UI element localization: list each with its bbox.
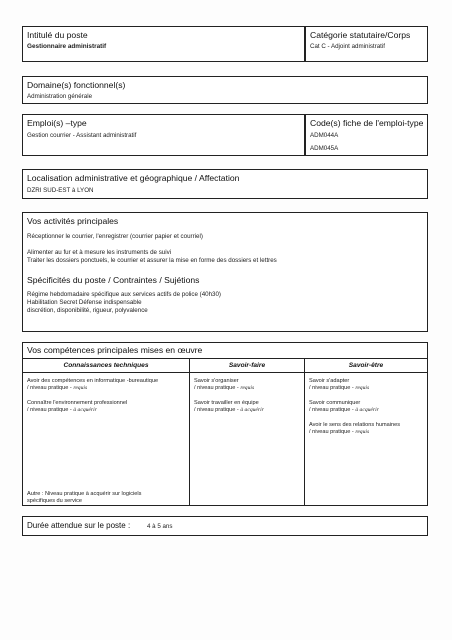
activites-title: Vos activités principales [27,216,119,226]
savoir-etre-item: Savoir communiquer / niveau pratique - à acquérir [309,400,379,413]
domaine-box [22,76,428,104]
duree-box [22,516,428,536]
codes-box [305,114,428,156]
connaissance-item: Avoir des compétences en informatique -bureautique / niveau pratique - requis [27,378,159,391]
specificite-line-1: Régime hebdomadaire spécifique aux services actifs de police (40h30) [27,291,221,298]
localisation-value: DZRI SUD-EST à LYON [27,187,94,194]
categorie-box [305,26,428,62]
header-connaissances: Connaissances techniques [63,362,149,369]
categorie-value: Cat C - Adjoint administratif [310,43,385,50]
savoir-etre-item: Avoir le sens des relations humaines / niveau pratique - requis [309,422,400,435]
code-1: ADM044A [310,132,339,139]
poste-title: Intitulé du poste [27,30,88,40]
header-savoir-etre: Savoir-être [348,362,384,369]
poste-box [22,26,305,62]
savoir-faire-item: Savoir travailler en équipe / niveau pratique - à acquérir [194,400,264,413]
codes-title: Code(s) fiche de l'emploi-type [310,118,424,128]
specificite-line-2: Habilitation Secret Défense indispensable [27,299,142,306]
specificites-title: Spécificités du poste / Contraintes / Sujétions [27,275,200,285]
emploi-title: Emploi(s) –type [27,118,87,128]
categorie-title: Catégorie statutaire/Corps [310,30,411,40]
activites-box [22,212,428,332]
domaine-value: Administration générale [27,93,93,100]
connaissance-item: Connaître l'environnement professionnel / niveau pratique - à acquérir [27,400,128,413]
emploi-value: Gestion courrier - Assistant administratif [27,132,137,139]
duree-title: Durée attendue sur le poste : [27,521,131,530]
competences-table [23,358,427,505]
competences-title: Vos compétences principales mises en œuvre [27,345,203,355]
savoir-etre-item: Savoir s'adapter / niveau pratique - requis [309,378,370,391]
savoir-faire-item: Savoir s'organiser / niveau pratique - requis [194,378,255,391]
competences-box [22,342,428,506]
activite-line-1: Réceptionner le courrier, l'enregistrer (courrier papier et courriel) [27,233,203,240]
emploi-box [22,114,305,156]
header-savoir-faire: Savoir-faire [228,362,266,369]
connaissance-autre: Autre : Niveau pratique à acquérir sur logiciels spécifiques du service [27,491,142,504]
code-2: ADM045A [310,145,339,152]
poste-value: Gestionnaire administratif [27,43,107,50]
localisation-title: Localisation administrative et géographique / Affectation [27,173,240,183]
activite-line-2: Alimenter au fur et à mesure les instruments de suivi [27,249,172,256]
specificite-line-3: discrétion, disponibilité, rigueur, polyvalence [27,307,148,314]
domaine-title: Domaine(s) fonctionnel(s) [27,80,126,90]
localisation-box [22,169,428,199]
activite-line-3: Traiter les dossiers ponctuels, le courrier et assurer la mise en forme des dossiers et lettres [27,257,277,264]
duree-value: 4 à 5 ans [147,523,173,530]
